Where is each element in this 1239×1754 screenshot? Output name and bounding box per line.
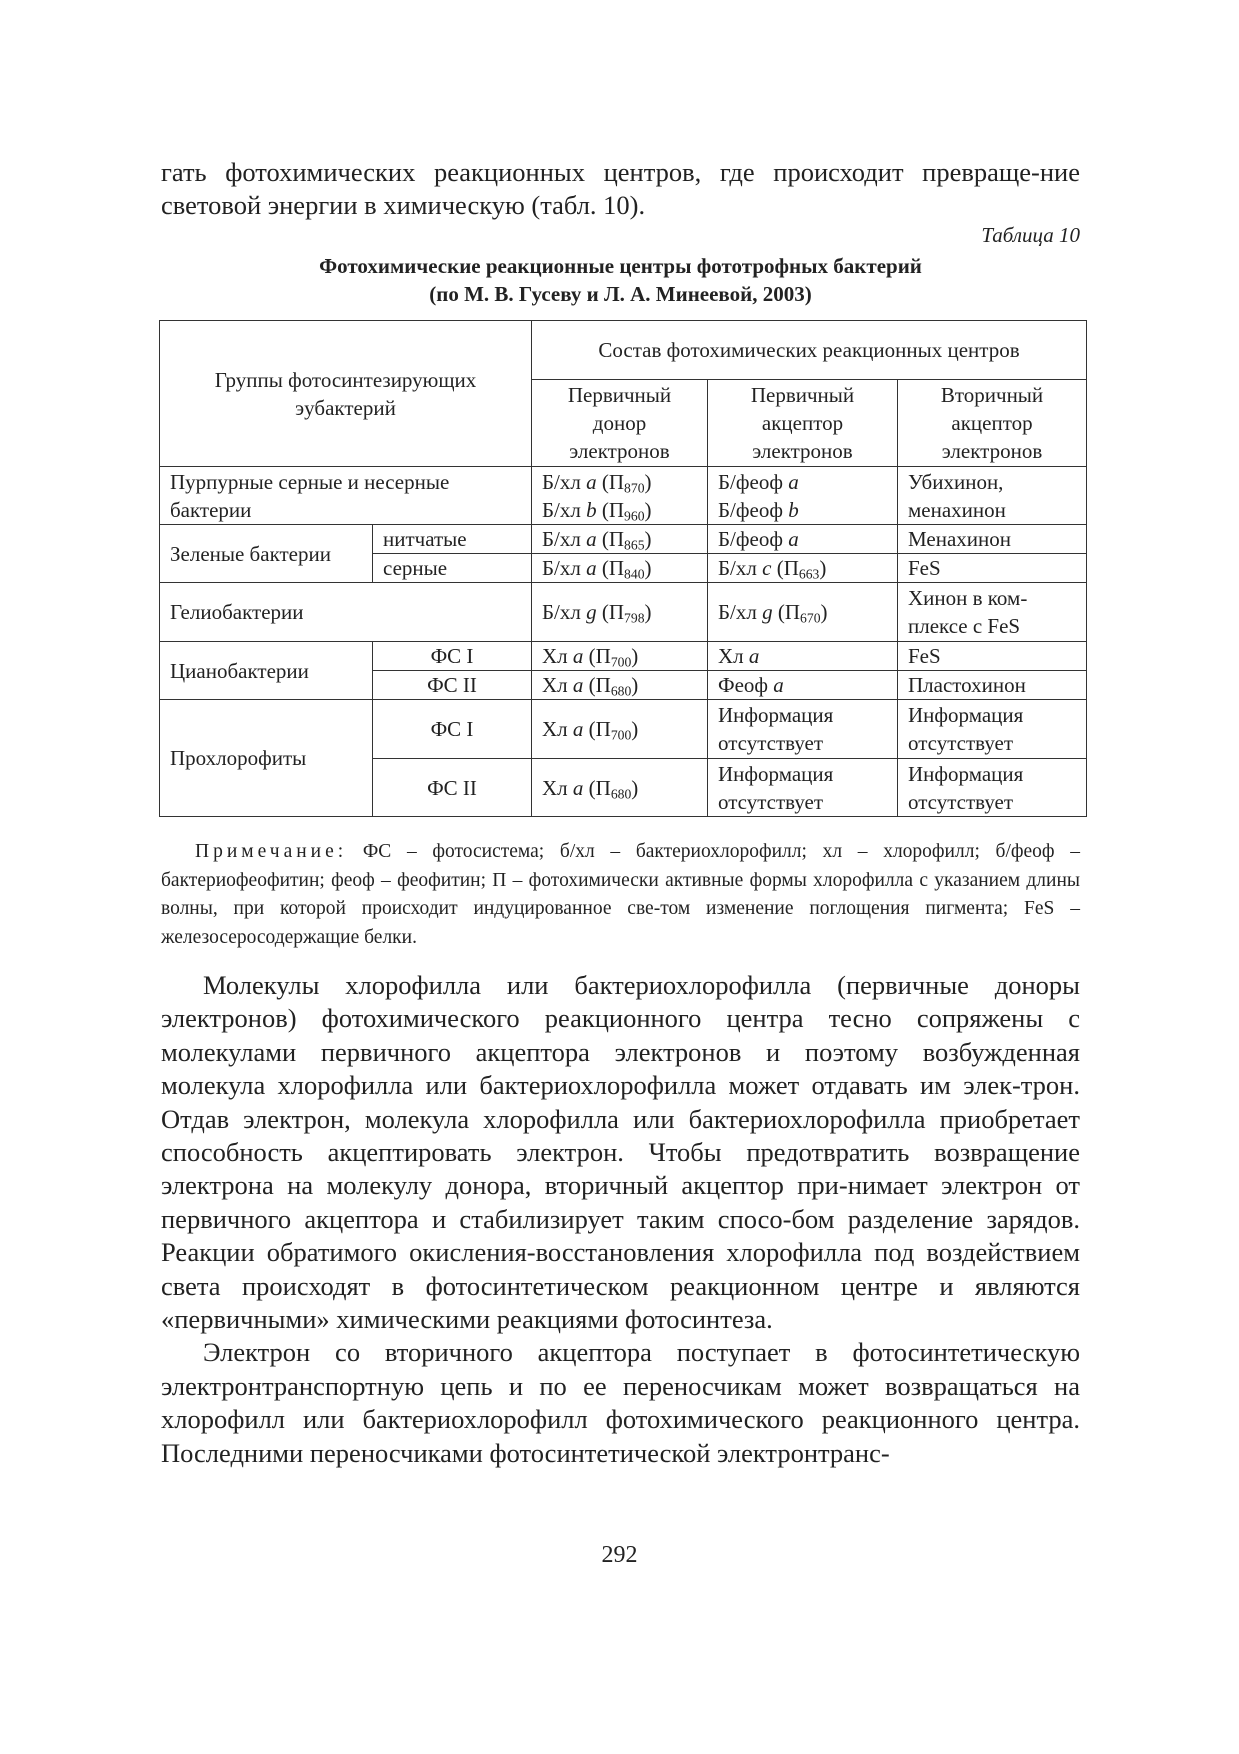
acceptor-primary-cell: Информация отсутствует bbox=[708, 759, 898, 817]
table-label: Таблица 10 bbox=[981, 223, 1080, 247]
acceptor-secondary-cell: FeS bbox=[898, 642, 1087, 671]
donor-cell: Хл a $(П_{680})$ bbox=[532, 759, 708, 817]
donor-cell: Хл a $(П_{680})$ bbox=[532, 671, 708, 700]
table-row bbox=[160, 467, 1087, 525]
reaction-centers-table bbox=[159, 320, 1087, 817]
table-header-row bbox=[160, 321, 1087, 380]
table-note bbox=[161, 838, 1080, 952]
header-donor: Первичный донор электронов bbox=[532, 380, 708, 467]
subgroup-cell: ФС I bbox=[373, 642, 532, 671]
header-composition: Состав фотохимических реакционных центров bbox=[532, 321, 1087, 380]
table-row bbox=[160, 583, 1087, 642]
acceptor-primary-cell: Б/феоф a bbox=[708, 525, 898, 554]
acceptor-primary-cell: Информация отсутствует bbox=[708, 700, 898, 759]
subgroup-cell: ФС II bbox=[373, 671, 532, 700]
acceptor-primary-cell: Б/феоф a Б/феоф b bbox=[708, 467, 898, 525]
header-acceptor-primary: Первичный акцептор электронов bbox=[708, 380, 898, 467]
paragraph: Электрон со вторичного акцептора поступает в фотосинтетическую электронтранспортную цепь и по ее переносчикам может возвращаться на хлорофилл или бактериохлорофилл фотохимического реакционного центра. Последними переносчиками фотосинтетической электронтранс- bbox=[161, 1337, 1080, 1468]
note-text: ФС – фотосистема; б/хл – бактериохлорофилл; хл – хлорофилл; б/феоф – бактериофеофитин; феоф – феофитин; П – фотохимически активные формы хлорофилла с указанием длины волны, при которой происходит индуцированное све-том изменение поглощения пигмента; FeS – железосеросодержащие белки. bbox=[161, 841, 1080, 948]
group-cell: Цианобактерии bbox=[160, 642, 373, 700]
donor-cell: Хл a $(П_{700})$ bbox=[532, 642, 708, 671]
paragraph: Молекулы хлорофилла или бактериохлорофилла (первичные доноры электронов) фотохимического реакционного центра тесно сопряжены с молекулами первичного акцептора электронов и поэтому возбужденная молекула хлорофилла или бактериохлорофилла может отдавать им элек-трон. Отдав электрон, молекула хлорофилла или бактериохлорофилла приобретает способность акцептировать электрон. Чтобы предотвратить возвращение электрона на молекулу донора, вторичный акцептор при-нимает электрон от первичного акцептора и стабилизирует таким спосо-бом разделение зарядов. Реакции обратимого окисления-восстановления хлорофилла под воздействием света происходят в фотосинтетическом реакционном центре и являются «первичными» химическими реакциями фотосинтеза. bbox=[161, 970, 1080, 1335]
donor-cell: Хл a $(П_{700})$ bbox=[532, 700, 708, 759]
subgroup-cell: серные bbox=[373, 554, 532, 583]
acceptor-secondary-cell: FeS bbox=[898, 554, 1087, 583]
acceptor-primary-cell: Хл a bbox=[708, 642, 898, 671]
header-groups: Группы фотосинтезирующих эубактерий bbox=[160, 321, 532, 467]
group-cell: Гелиобактерии bbox=[160, 583, 532, 642]
table-row bbox=[160, 642, 1087, 671]
acceptor-primary-cell: Б/хл c $(П_{663})$ bbox=[708, 554, 898, 583]
group-cell: Прохлорофиты bbox=[160, 700, 373, 817]
acceptor-primary-cell: Феоф a bbox=[708, 671, 898, 700]
table-row bbox=[160, 525, 1087, 554]
acceptor-secondary-cell: Хинон в ком-плексе с FeS bbox=[898, 583, 1087, 642]
acceptor-secondary-cell: Убихинон, менахинон bbox=[898, 467, 1087, 525]
acceptor-secondary-cell: Пластохинон bbox=[898, 671, 1087, 700]
subgroup-cell: ФС II bbox=[373, 759, 532, 817]
table-title-line-1: Фотохимические реакционные центры фототрофных бактерий bbox=[319, 254, 922, 278]
acceptor-secondary-cell: Информация отсутствует bbox=[898, 759, 1087, 817]
intro-paragraph bbox=[161, 156, 1080, 223]
main-text bbox=[161, 969, 1080, 1470]
header-acceptor-secondary: Вторичный акцептор электронов bbox=[898, 380, 1087, 467]
note-label: Примечание: bbox=[195, 841, 348, 862]
acceptor-primary-cell: Б/хл g $(П_{670})$ bbox=[708, 583, 898, 642]
subgroup-cell: нитчатые bbox=[373, 525, 532, 554]
subgroup-cell: ФС I bbox=[373, 700, 532, 759]
donor-cell: Б/хл a $(П_{870})$ Б/хл b $(П_{960})$ bbox=[532, 467, 708, 525]
acceptor-secondary-cell: Менахинон bbox=[898, 525, 1087, 554]
donor-cell: Б/хл a $(П_{840})$ bbox=[532, 554, 708, 583]
table-title bbox=[161, 252, 1080, 308]
donor-cell: Б/хл a $(П_{865})$ bbox=[532, 525, 708, 554]
table-title-line-2: (по М. В. Гусеву и Л. А. Минеевой, 2003) bbox=[429, 282, 812, 306]
group-cell: Пурпурные серные и несерные бактерии bbox=[160, 467, 532, 525]
group-cell: Зеленые бактерии bbox=[160, 525, 373, 583]
page-number: 292 bbox=[601, 1542, 638, 1568]
intro-paragraph-text: гать фотохимических реакционных центров, где происходит превраще-ние световой энергии в химическую (табл. 10). bbox=[161, 157, 1080, 221]
acceptor-secondary-cell: Информация отсутствует bbox=[898, 700, 1087, 759]
table-row bbox=[160, 700, 1087, 759]
donor-cell: Б/хл g $(П_{798})$ bbox=[532, 583, 708, 642]
